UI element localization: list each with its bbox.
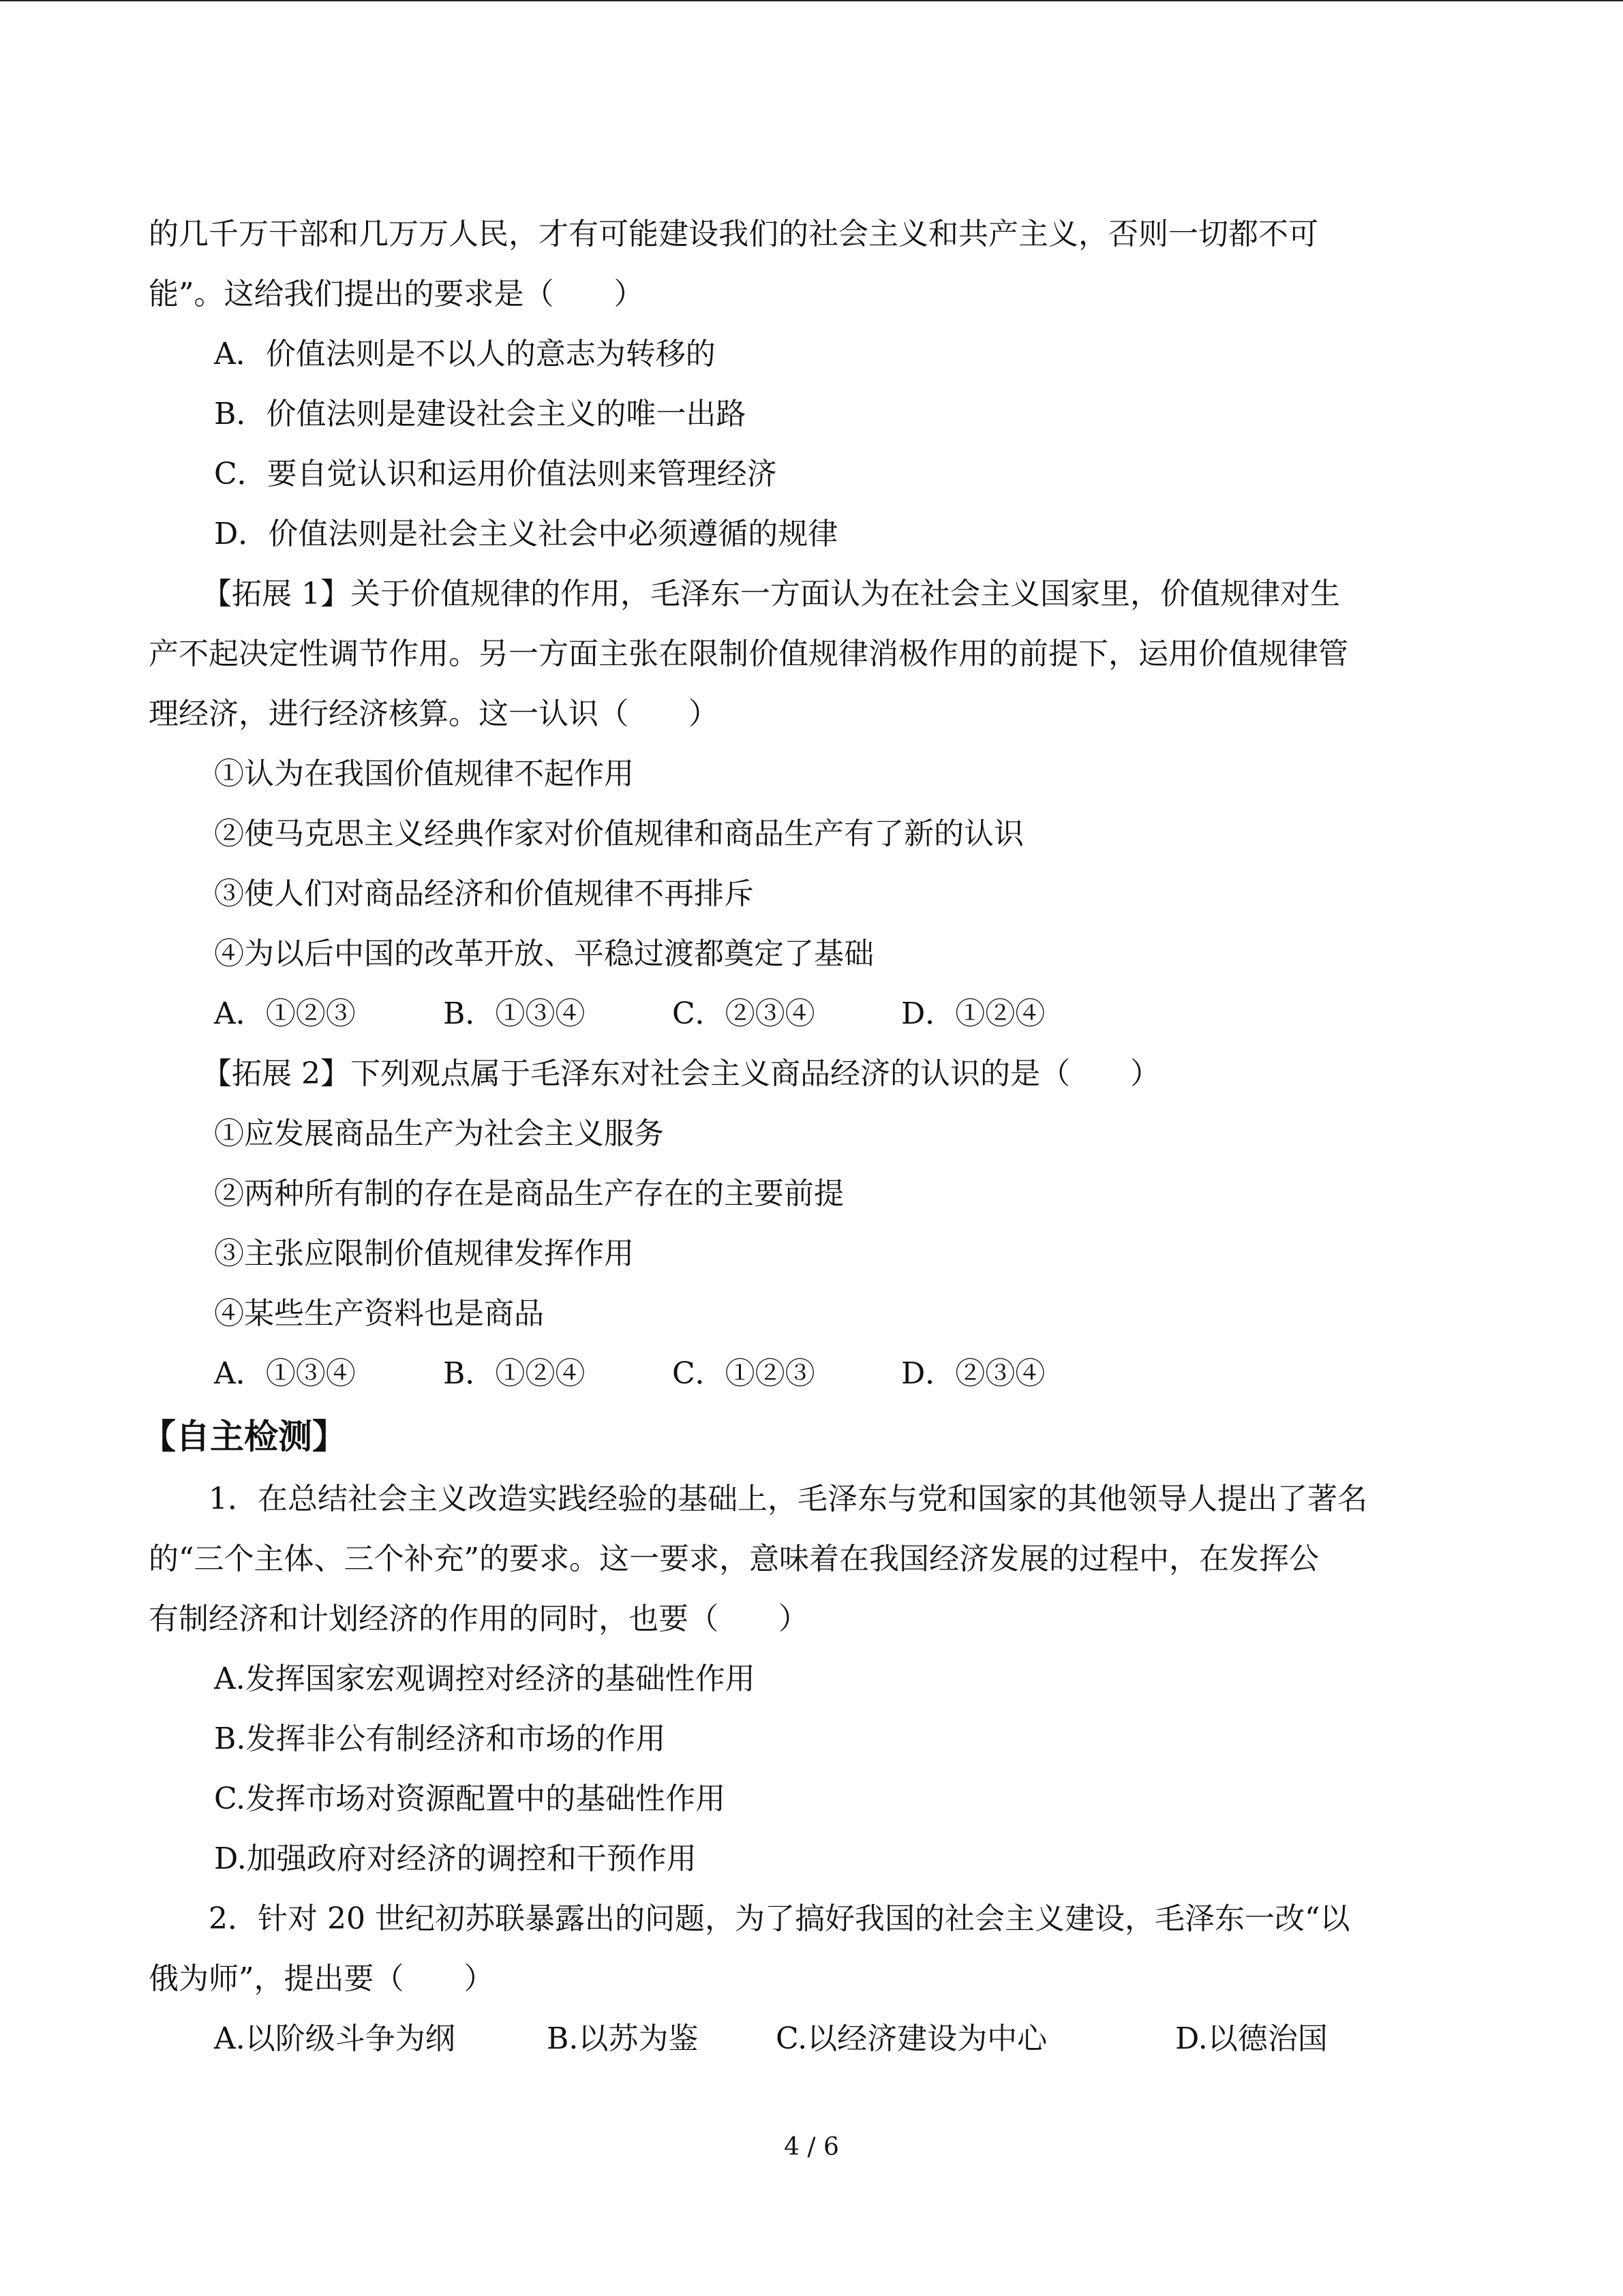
extension-1-question: 产不起决定性调节作用。另一方面主张在限制价值规律消极作用的前提下，运用价值规律管 [149, 637, 1348, 671]
option-c: C.发挥市场对资源配置中的基础性作用 [214, 1781, 726, 1816]
statement-3: ③使人们对商品经济和价值规律不再排斥 [214, 876, 754, 911]
extension-2-question: 【拓展 2】下列观点属于毛泽东对社会主义商品经济的认识的是（ ） [202, 1056, 1160, 1091]
question-1-text: 的“三个主体、三个补充”的要求。这一要求，意味着在我国经济发展的过程中，在发挥公 [149, 1542, 1319, 1576]
statement-1: ①应发展商品生产为社会主义服务 [214, 1116, 664, 1151]
statement-4: ④为以后中国的改革开放、平稳过渡都奠定了基础 [214, 936, 874, 971]
choice-c: C.以经济建设为中心 [776, 2021, 1048, 2056]
choice-a: A．①②③ [214, 996, 356, 1031]
section-heading: 【自主检测】 [142, 1417, 346, 1456]
statement-1: ①认为在我国价值规律不起作用 [214, 756, 634, 791]
choice-c: C．②③④ [672, 996, 815, 1031]
page-content [142, 204, 1471, 2069]
option-d: D.加强政府对经济的调控和干预作用 [214, 1841, 697, 1876]
statement-4: ④某些生产资料也是商品 [214, 1296, 544, 1331]
question-2-choices [149, 2009, 1471, 2069]
question-2-text: 2．针对 20 世纪初苏联暴露出的问题，为了搞好我国的社会主义建设，毛泽东一改“以 [209, 1901, 1350, 1936]
extension-1-choices [149, 984, 1471, 1044]
question-1-text: 有制经济和计划经济的作用的同时，也要（ ） [149, 1602, 808, 1636]
extension-1-question: 理经济，进行经济核算。这一认识（ ） [149, 697, 718, 731]
extension-2-choices [149, 1344, 1471, 1404]
statement-3: ③主张应限制价值规律发挥作用 [214, 1236, 634, 1271]
choice-d: D.以德治国 [1175, 2021, 1328, 2056]
choice-d: D．①②④ [901, 996, 1046, 1031]
choice-a: A．①③④ [214, 1356, 356, 1391]
option-a: A.发挥国家宏观调控对经济的基础性作用 [214, 1662, 755, 1696]
question-text-line: 能”。这给我们提出的要求是（ ） [149, 277, 644, 311]
option-b: B．价值法则是建设社会主义的唯一出路 [214, 397, 746, 431]
choice-c: C．①②③ [672, 1356, 815, 1391]
statement-2: ②使马克思主义经典作家对价值规律和商品生产有了新的认识 [214, 816, 1024, 851]
option-a: A．价值法则是不以人的意志为转移的 [214, 337, 716, 371]
statement-2: ②两种所有制的存在是商品生产存在的主要前提 [214, 1176, 844, 1211]
question-text-line: 的几千万干部和几万万人民，才有可能建设我们的社会主义和共产主义，否则一切都不可 [149, 217, 1318, 251]
question-1-text: 1．在总结社会主义改造实践经验的基础上，毛泽东与党和国家的其他领导人提出了著名 [209, 1482, 1367, 1516]
choice-b: B．①②④ [443, 1356, 586, 1391]
option-c: C．要自觉认识和运用价值法则来管理经济 [214, 457, 777, 491]
question-2-text: 俄为师”，提出要（ ） [149, 1961, 494, 1996]
choice-d: D．②③④ [901, 1356, 1046, 1391]
option-d: D．价值法则是社会主义社会中必须遵循的规律 [214, 517, 838, 551]
extension-1-question: 【拓展 1】关于价值规律的作用，毛泽东一方面认为在社会主义国家里，价值规律对生 [202, 577, 1340, 611]
choice-b: B.以苏为鉴 [547, 2021, 699, 2056]
page-number: 4 / 6 [784, 2133, 839, 2161]
choice-b: B．①③④ [443, 996, 586, 1031]
option-b: B.发挥非公有制经济和市场的作用 [214, 1721, 666, 1756]
choice-a: A.以阶级斗争为纲 [214, 2021, 455, 2056]
